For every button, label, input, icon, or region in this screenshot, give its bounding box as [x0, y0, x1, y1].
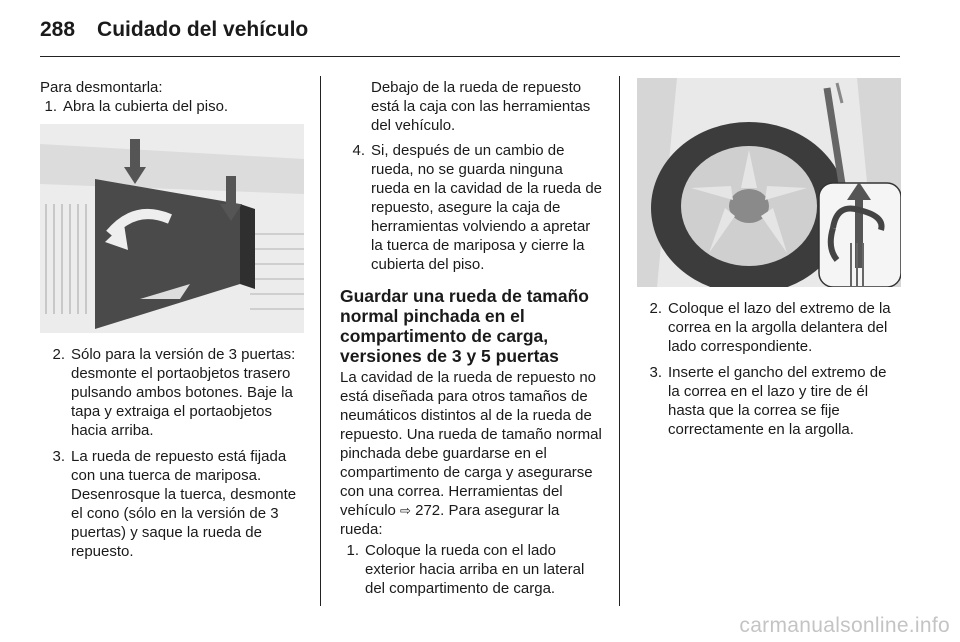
step-number: 2.	[52, 346, 65, 363]
step-number: 3.	[52, 448, 65, 465]
steps-list-1	[40, 97, 304, 116]
page-number: 288	[40, 18, 76, 41]
header-rule	[40, 56, 900, 57]
column-divider-right	[619, 76, 620, 606]
steps-list-2	[40, 345, 304, 561]
column-divider-left	[320, 76, 321, 606]
page-header	[40, 18, 308, 42]
step-item	[40, 345, 304, 440]
para-before-ref: La cavidad de la rueda de repuesto no está diseñada para otros tamaños de neumáticos distintos al de la rueda de repuesto. Una rueda de tamaño normal pinchada debe guardarse en el compartimento de carga y asegurarse con una correa. Herramientas del vehículo	[340, 369, 602, 519]
continued-text: Debajo de la rueda de repuesto está la caja con las herramientas del vehículo.	[371, 79, 591, 134]
steps-list-5	[637, 299, 901, 439]
steps-list-3	[340, 141, 605, 274]
step-text: Coloque el lazo del extremo de la correa en la argolla delantera del lado correspondiente.	[668, 300, 891, 355]
page-title: Cuidado del vehículo	[97, 18, 309, 41]
step-number: 1.	[346, 542, 359, 559]
step-item	[40, 447, 304, 561]
step-text: La rueda de repuesto está fijada con una tuerca de mariposa. Desenrosque la tuerca, desmonte el cono (sólo en la versión de 3 puertas) y saque la rueda de repuesto.	[71, 448, 297, 560]
step-item	[637, 299, 901, 356]
xref-page-link[interactable]: 272	[415, 502, 441, 519]
figure-floor-cover	[40, 124, 304, 333]
step-text: Inserte el gancho del extremo de la correa en el lazo y tire de él hasta que la correa se fije correctamente en la argolla.	[668, 364, 887, 438]
step-number: 2.	[649, 300, 662, 317]
intro-text: Para desmontarla:	[40, 79, 163, 96]
watermark: carmanualsonline.info	[739, 614, 950, 637]
page-ref-arrow-icon: ⇨	[400, 503, 411, 518]
column-3	[637, 78, 901, 439]
column-1	[40, 78, 304, 561]
step-item	[334, 541, 605, 598]
para-after-ref: . Para asegurar la rueda:	[340, 502, 560, 538]
body-paragraph	[340, 368, 605, 539]
floor-cover-illustration	[40, 124, 304, 333]
figure-spare-wheel-strap	[637, 78, 901, 287]
step-number: 1.	[44, 98, 57, 115]
step-item	[637, 363, 901, 439]
step-text: Si, después de un cambio de rueda, no se guarda ninguna rueda en la cavidad de la rueda de repuesto, asegure la caja de herramientas volviendo a apretar la tuerca de mariposa y cierre la cubierta del piso.	[371, 142, 603, 273]
section-heading: Guardar una rueda de tamaño normal pinchada en el compartimento de carga, versiones de 3 y 5 puertas	[340, 286, 589, 366]
spare-wheel-illustration	[637, 78, 901, 287]
steps-list-4	[334, 541, 605, 598]
step-text: Coloque la rueda con el lado exterior hacia arriba en un lateral del compartimento de carga.	[365, 542, 585, 597]
column-2	[340, 78, 605, 598]
step-number: 3.	[649, 364, 662, 381]
step-text: Abra la cubierta del piso.	[63, 98, 229, 115]
step-text: Sólo para la versión de 3 puertas: desmonte el portaobjetos trasero pulsando ambos botones. Baje la tapa y extraiga el portaobjetos hacia arriba.	[71, 346, 296, 439]
step-number: 4.	[352, 142, 365, 159]
step-item	[32, 97, 304, 116]
step-item	[340, 141, 605, 274]
